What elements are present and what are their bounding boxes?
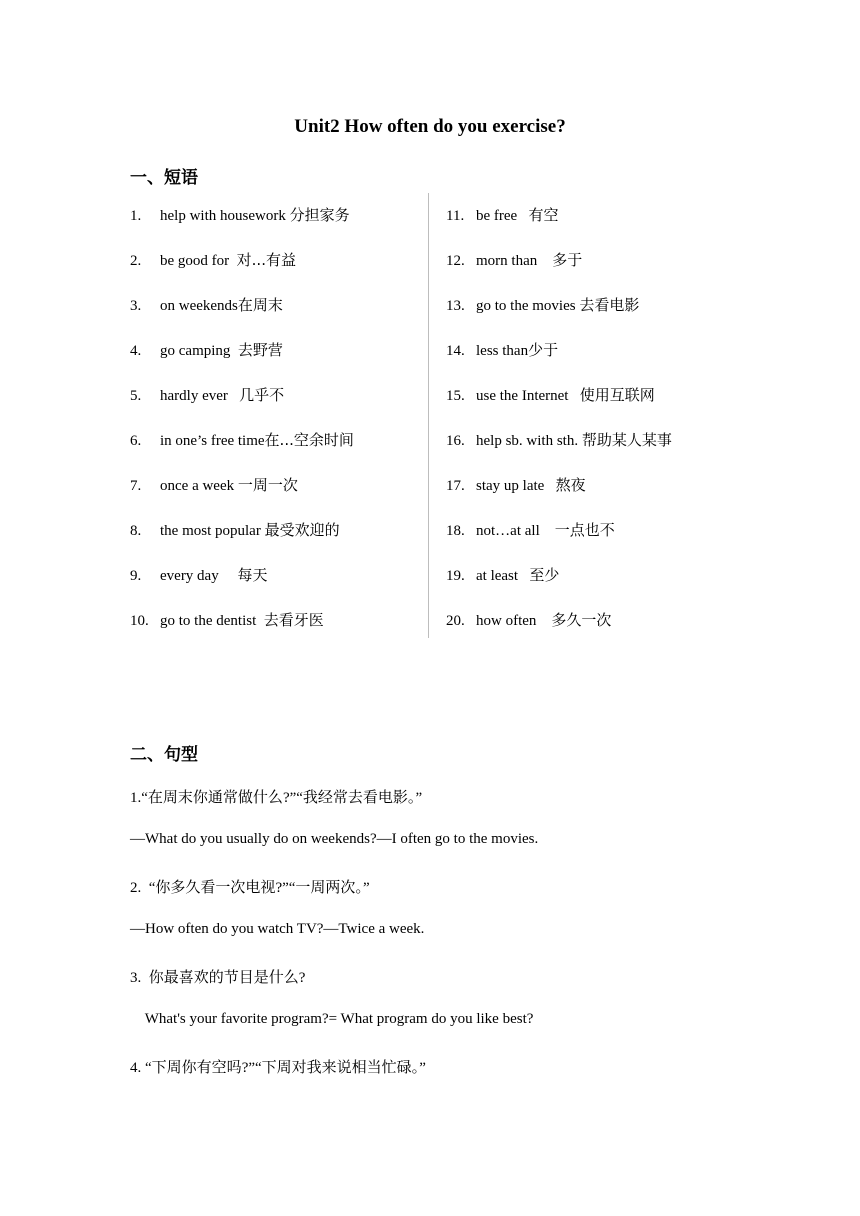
phrase-chinese: 多久一次 [551, 611, 612, 629]
phrase-number: 6. [130, 433, 142, 449]
phrase-chinese: 几乎不 [239, 386, 285, 404]
column-divider [428, 193, 429, 638]
phrase-row [130, 429, 426, 474]
sentence-chinese: 1.“在周末你通常做什么?”“我经常去看电影。” [130, 788, 423, 806]
phrase-english: every day [160, 568, 238, 584]
phrase-english: hardly ever [160, 388, 240, 404]
phrase-row [130, 249, 426, 294]
phrase-chinese: 少于 [528, 341, 559, 359]
phrase-english: help sb. with sth. [476, 433, 582, 449]
phrase-english: go camping [160, 343, 238, 359]
phrase-row [446, 609, 736, 654]
phrase-row [130, 294, 426, 339]
phrase-number: 16. [446, 433, 465, 449]
phrase-chinese: 有空 [528, 206, 559, 224]
phrase-chinese: 最受欢迎的 [264, 521, 340, 539]
phrase-chinese: 每天 [237, 566, 268, 584]
phrase-row [130, 474, 426, 519]
phrase-row [446, 249, 736, 294]
phrase-english: how often [476, 613, 552, 629]
phrase-row [446, 564, 736, 609]
phrase-row [130, 519, 426, 564]
phrase-english: on weekends [160, 298, 238, 314]
phrase-number: 1. [130, 208, 142, 224]
sentence-chinese: 2. “你多久看一次电视?”“一周两次。” [130, 878, 370, 896]
phrase-english: once a week [160, 478, 238, 494]
phrase-number: 19. [446, 568, 465, 584]
phrase-english: use the Internet [476, 388, 580, 404]
sentence-english: What's your favorite program?= What program do you like best? [130, 1011, 534, 1027]
phrase-number: 9. [130, 568, 142, 584]
phrase-chinese: 对...有益 [236, 251, 296, 269]
phrase-chinese: 一周一次 [237, 476, 298, 494]
phrase-number: 7. [130, 478, 142, 494]
phrase-row [446, 474, 736, 519]
section-heading-phrases: 一、短语 [130, 168, 198, 188]
section-heading-sentences: 二、句型 [130, 745, 198, 765]
phrase-chinese: 在周末 [237, 296, 283, 314]
phrase-english: go to the movies [476, 298, 580, 314]
phrase-row [130, 564, 426, 609]
phrase-chinese: 在...空余时间 [264, 431, 354, 449]
phrase-chinese: 多于 [552, 251, 583, 269]
phrase-number: 11. [446, 208, 465, 224]
phrase-number: 8. [130, 523, 142, 539]
phrase-number: 14. [446, 343, 465, 359]
phrase-row [130, 339, 426, 384]
phrase-row [446, 519, 736, 564]
phrase-chinese: 去看电影 [579, 296, 640, 314]
phrase-english: morn than [476, 253, 553, 269]
sentence-chinese: 4. “下周你有空吗?”“下周对我来说相当忙碌。” [130, 1058, 426, 1076]
phrase-row [446, 429, 736, 474]
phrase-english: stay up late [476, 478, 556, 494]
phrase-row [446, 294, 736, 339]
phrase-row [446, 384, 736, 429]
phrase-number: 10. [130, 613, 149, 629]
phrase-english: at least [476, 568, 530, 584]
phrase-number: 18. [446, 523, 465, 539]
phrase-english: not…at all [476, 523, 555, 539]
phrase-number: 5. [130, 388, 142, 404]
phrase-english: less than [476, 343, 529, 359]
phrase-number: 3. [130, 298, 142, 314]
phrase-chinese: 帮助某人某事 [581, 431, 672, 449]
phrase-english: be free [476, 208, 529, 224]
phrase-number: 2. [130, 253, 142, 269]
sentence-chinese: 3. 你最喜欢的节目是什么? [130, 968, 306, 986]
phrase-number: 13. [446, 298, 465, 314]
sentence-english: —What do you usually do on weekends?—I often go to the movies. [130, 831, 539, 847]
phrase-english: go to the dentist [160, 613, 264, 629]
phrase-row [130, 384, 426, 429]
phrase-chinese: 熬夜 [555, 476, 586, 494]
phrase-row [446, 339, 736, 384]
sentence-english: —How often do you watch TV?—Twice a week. [130, 921, 425, 937]
phrase-number: 17. [446, 478, 465, 494]
phrase-number: 12. [446, 253, 465, 269]
phrase-english: help with housework [160, 208, 290, 224]
phrase-row [130, 204, 426, 249]
phrase-row [130, 609, 426, 654]
phrase-chinese: 去野营 [237, 341, 283, 359]
phrase-row [446, 204, 736, 249]
phrase-number: 20. [446, 613, 465, 629]
phrase-number: 4. [130, 343, 142, 359]
phrase-chinese: 至少 [529, 566, 560, 584]
phrase-english: in one’s free time [160, 433, 265, 449]
phrase-column-left [130, 204, 426, 654]
phrase-chinese: 使用互联网 [579, 386, 655, 404]
phrase-table [130, 193, 730, 638]
phrase-english: the most popular [160, 523, 265, 539]
phrase-chinese: 去看牙医 [263, 611, 324, 629]
phrase-english: be good for [160, 253, 237, 269]
phrase-chinese: 一点也不 [554, 521, 615, 539]
document-title: Unit2 How often do you exercise? [294, 116, 566, 137]
phrase-chinese: 分担家务 [289, 206, 350, 224]
phrase-number: 15. [446, 388, 465, 404]
phrase-column-right [446, 204, 736, 654]
